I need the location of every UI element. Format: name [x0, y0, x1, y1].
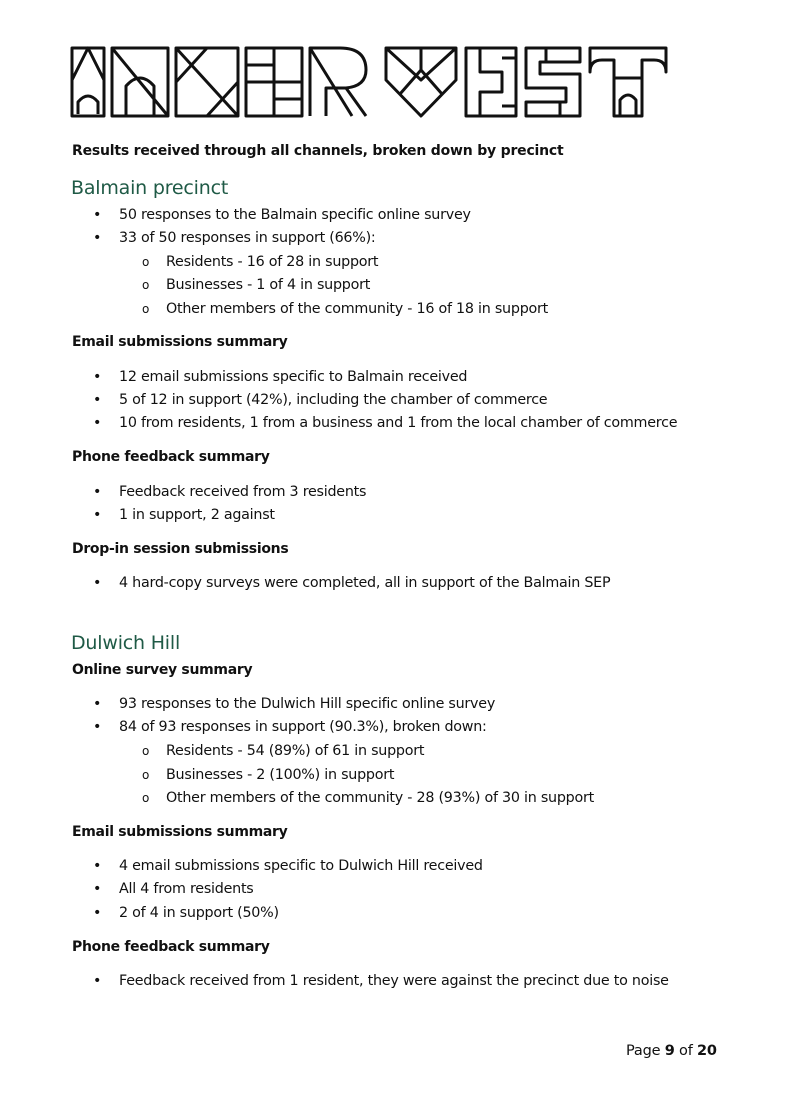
logo-letter-s [526, 48, 580, 116]
logo-letter-i [72, 48, 104, 116]
sub-bullet-icon: o [142, 744, 150, 758]
page-number: Page 9 of 20 [626, 1043, 717, 1059]
sub-bullet-icon: o [142, 302, 150, 316]
bullet-icon: • [93, 575, 102, 591]
dulwich-online-heading: Online survey summary [72, 662, 253, 678]
bullet-icon: • [93, 207, 102, 223]
bullet-icon: • [93, 881, 102, 897]
bullet-icon: • [93, 230, 102, 246]
bullet-icon: • [93, 507, 102, 523]
bullet-icon: • [93, 392, 102, 408]
balmain-dropin-heading: Drop-in session submissions [72, 541, 289, 557]
sub-bullet-icon: o [142, 791, 150, 805]
balmain-email-heading: Email submissions summary [72, 334, 288, 350]
dulwich-email-heading: Email submissions summary [72, 824, 288, 840]
logo-letter-e2 [466, 48, 516, 116]
logo-letter-w [386, 48, 456, 116]
bullet-icon: • [93, 484, 102, 500]
bullet-icon: • [93, 415, 102, 431]
dulwich-phone-heading: Phone feedback summary [72, 939, 270, 955]
dulwich-heading: Dulwich Hill [71, 632, 181, 654]
balmain-heading: Balmain precinct [71, 177, 229, 199]
logo-letter-n1 [112, 48, 168, 116]
bullet-icon: • [93, 719, 102, 735]
bullet-icon: • [93, 973, 102, 989]
bullet-icon: • [93, 858, 102, 874]
logo-letter-n2 [176, 48, 238, 116]
sub-bullet-icon: o [142, 768, 150, 782]
inner-west-logo [70, 44, 670, 120]
intro-heading: Results received through all channels, broken down by precinct [72, 143, 564, 159]
sub-bullet-icon: o [142, 255, 150, 269]
bullet-icon: • [93, 905, 102, 921]
logo-letter-t [590, 48, 666, 116]
logo-letter-e [246, 48, 302, 116]
total-pages: 20 [697, 1043, 717, 1059]
sub-bullet-icon: o [142, 278, 150, 292]
bullet-icon: • [93, 369, 102, 385]
bullet-icon: • [93, 696, 102, 712]
balmain-phone-heading: Phone feedback summary [72, 449, 270, 465]
current-page: 9 [664, 1043, 675, 1059]
logo-letter-r [310, 48, 366, 116]
